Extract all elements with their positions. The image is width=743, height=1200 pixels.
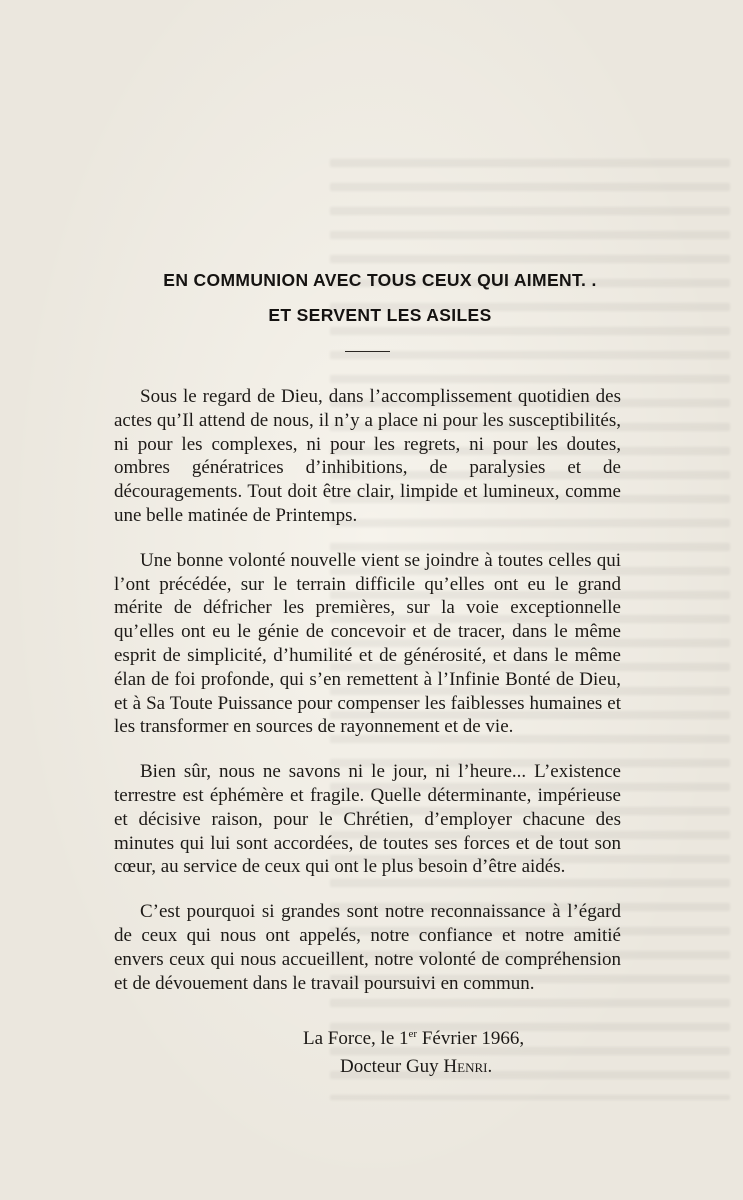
letter-body	[114, 385, 621, 1016]
paragraph-3: Bien sûr, nous ne savons ni le jour, ni l’heure... L’existence terrestre est éphémère et fragile. Quelle déterminante, impérieuse et décisive raison, pour le Chrétien, d’employer chacune des minutes qui lui sont accordées, de toutes ses forces et de tout son cœur, au service de ceux qui ont le plus besoin d’être aidés.	[114, 761, 621, 878]
author-prefix: Docteur Guy	[340, 1056, 444, 1077]
author-surname: Henri.	[443, 1056, 493, 1077]
place-date-suffix: Février 1966,	[417, 1028, 525, 1049]
place-date-superscript: er	[408, 1028, 418, 1040]
paragraph-2: Une bonne volonté nouvelle vient se joindre à toutes celles qui l’ont précédée, sur le terrain difficile qu’elles ont eu le grand mérite de défricher les premières, sur la voie exceptionnelle qu’elles ont eu le génie de concevoir et de tracer, dans le même esprit de simplicité, d’humilité et de générosité, et dans le même élan de foi profonde, qui s’en remettent à l’Infinie Bonté de Dieu, et à Sa Toute Puissance pour compenser les faiblesses humaines et les transformer en sources de rayonnement et de vie.	[114, 549, 621, 738]
place-date-prefix: La Force, le 1	[303, 1028, 409, 1049]
author-line	[340, 1056, 670, 1078]
title-rule	[345, 351, 390, 352]
paragraph-4: C’est pourquoi si grandes sont notre reconnaissance à l’égard de ceux qui nous ont appelés, notre confiance et notre amitié envers ceux qui nous accueillent, notre volonté de compréhension et de dévouement dans le travail poursuivi en commun.	[114, 901, 621, 994]
title-line-2: ET SERVENT LES ASILES	[268, 305, 492, 325]
paragraph-1: Sous le regard de Dieu, dans l’accomplissement quotidien des actes qu’Il attend de nous, il n’y a place ni pour les susceptibilités, ni pour les complexes, ni pour les regrets, ni pour les doutes, ombres génératrices d’inhibitions, de paralysies et de découragements. Tout doit être clair, limpide et lumineux, comme une belle matinée de Printemps.	[114, 386, 621, 526]
place-date-line	[303, 1028, 633, 1050]
title-line-1: EN COMMUNION AVEC TOUS CEUX QUI AIMENT. .	[163, 270, 597, 290]
